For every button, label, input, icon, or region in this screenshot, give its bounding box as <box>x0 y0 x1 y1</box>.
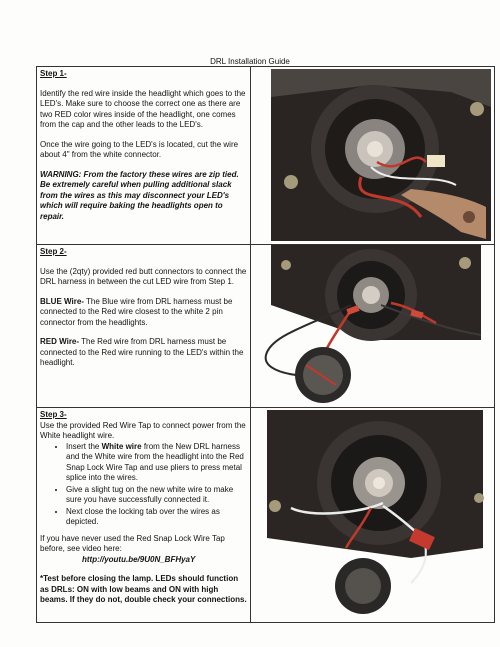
bullet1-text-start: Insert the <box>66 441 102 451</box>
step1-heading: Step 1- <box>40 69 67 78</box>
step1-photo-cell <box>251 67 495 245</box>
red-wire-text: The Red wire from DRL harness must be connected to the Red wire running to the LED's within the headlight. <box>40 337 244 367</box>
step1-paragraph-1: Identify the red wire inside the headlight which goes to the LED's. Make sure to choose the correct one as there are two RED color wires inside of the headlight, one comes from the cap and the other leads to the LED's. <box>40 88 246 129</box>
step3-row <box>37 408 495 623</box>
step1-headlight-photo <box>251 67 494 243</box>
step3-intro: Use the provided Red Wire Tap to connect power from the White headlight wire. <box>40 420 246 440</box>
instruction-table <box>36 66 495 623</box>
red-wire-label: RED Wire- <box>40 337 80 346</box>
step3-photo-cell <box>251 408 495 623</box>
step2-headlight-photo <box>251 245 494 406</box>
step1-row <box>37 67 495 245</box>
step2-photo-cell <box>251 245 495 408</box>
step3-heading: Step 3- <box>40 410 67 419</box>
blue-wire-label: BLUE Wire- <box>40 296 84 306</box>
step3-test-note: *Test before closing the lamp. LEDs should function as DRLs: ON with low beams and ON with high beams. If they do not, double check your connections. <box>40 574 247 604</box>
step3-headlight-photo <box>251 408 494 621</box>
step2-text-cell <box>37 245 251 408</box>
step3-video-text: If you have never used the Red Snap Lock Wire Tap before, see video here: <box>40 533 225 553</box>
step3-bullet-3: • Next close the locking tab over the wires as depicted. <box>66 507 247 528</box>
step2-blue-wire-instruction <box>40 297 247 329</box>
step3-text-cell <box>37 408 251 623</box>
blue-wire-text: The Blue wire from DRL harness must be connected to the Red wire closest to the white 2 pin connector from the headlights. <box>40 296 233 327</box>
step3-bullet-1 <box>66 442 247 484</box>
bullet1-white-wire: White wire <box>101 441 142 451</box>
step1-warning: WARNING: From the factory these wires are zip tied. Be extremely careful when pulling additional slack from the wires as this may disconnect your LED's which will require baking the headlights open to repair. <box>40 169 239 221</box>
step2-paragraph-1: Use the (2qty) provided red butt connectors to connect the DRL harness in between the cut LED wire from Step 1. <box>40 266 247 286</box>
video-link[interactable]: http://youtu.be/9U0N_BFHyaY <box>82 554 196 564</box>
step2-row <box>37 245 495 408</box>
step1-text-cell <box>37 67 251 245</box>
bullet1-text-end: from the New DRL harness and the White wire from the headlight into the Red Snap Lock Wire Tap and use pliers to press metal splice into the wires. <box>66 441 244 482</box>
step3-bullet-2: • Give a slight tug on the new white wire to make sure you have successfully connected it. <box>66 485 247 506</box>
step3-substeps <box>40 442 247 528</box>
step2-heading: Step 2- <box>40 247 67 256</box>
step2-red-wire-instruction <box>40 337 247 369</box>
step1-paragraph-2: Once the wire going to the LED's is located, cut the wire about 4" from the white connector. <box>40 139 239 159</box>
document-title: DRL Installation Guide <box>210 57 290 66</box>
